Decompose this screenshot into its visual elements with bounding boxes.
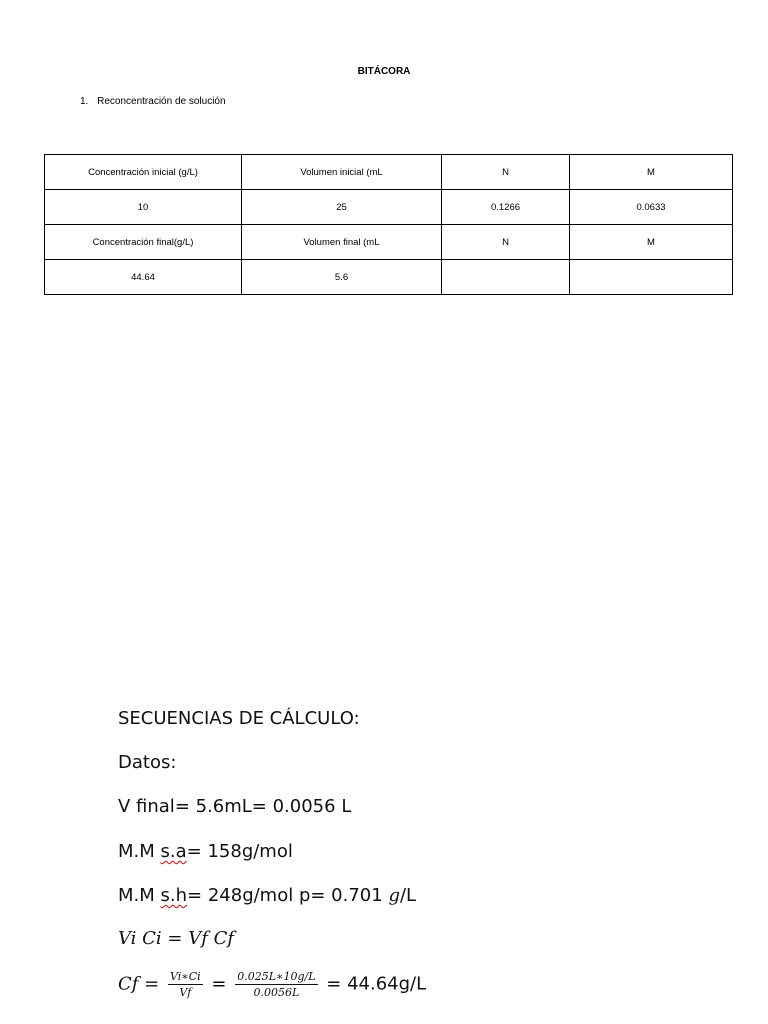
- equals-sign: =: [211, 973, 227, 995]
- table-row: [45, 155, 733, 190]
- table-cell: 5.6: [242, 260, 442, 295]
- table-cell: Concentración final(g/L): [45, 225, 242, 260]
- mm-sh-line: [118, 885, 416, 906]
- table-row: [45, 225, 733, 260]
- datos-label: Datos:: [118, 752, 177, 773]
- table-cell: M: [570, 155, 733, 190]
- section-heading: [80, 96, 226, 107]
- data-table: [44, 154, 733, 295]
- mm-value: = 158g/mol: [186, 841, 293, 862]
- table-cell: N: [442, 225, 570, 260]
- spelling-flagged-word: s.h: [160, 885, 188, 906]
- spelling-flagged-word: s.a: [160, 841, 187, 862]
- table-cell: 0.0633: [570, 190, 733, 225]
- table-cell: Volumen inicial (mL: [242, 155, 442, 190]
- calc-heading: SECUENCIAS DE CÁLCULO:: [118, 708, 360, 729]
- table-cell: Concentración inicial (g/L): [45, 155, 242, 190]
- mm-prefix: M.M: [118, 885, 161, 906]
- fraction-denominator: Vf: [179, 986, 192, 999]
- dilution-formula: Vi Ci = Vf Cf: [118, 928, 235, 949]
- table-cell: N: [442, 155, 570, 190]
- table-cell: [570, 260, 733, 295]
- fraction-numerator: Vi∗Ci: [169, 970, 201, 983]
- mm-prefix: M.M: [118, 841, 161, 862]
- mm-value: = 248g/mol p= 0.701: [187, 885, 389, 906]
- table-cell: 25: [242, 190, 442, 225]
- v-final-line: V final= 5.6mL= 0.0056 L: [118, 796, 352, 817]
- table-row: [45, 260, 733, 295]
- fraction-symbolic: [168, 970, 203, 999]
- table-cell: [442, 260, 570, 295]
- fraction-denominator: 0.0056L: [253, 986, 300, 999]
- table-cell: 10: [45, 190, 242, 225]
- table-cell: 44.64: [45, 260, 242, 295]
- document-title: BITÁCORA: [357, 66, 411, 77]
- unit-tail: /L: [399, 885, 417, 906]
- table-cell: 0.1266: [442, 190, 570, 225]
- cf-calculation: [118, 970, 426, 999]
- table-cell: M: [570, 225, 733, 260]
- section-number: 1.: [80, 96, 89, 107]
- table-cell: Volumen final (mL: [242, 225, 442, 260]
- section-title: Reconcentración de solución: [97, 96, 226, 107]
- mm-sa-line: [118, 841, 293, 862]
- table-row: [45, 190, 733, 225]
- fraction-numerator: 0.025L∗10g/L: [237, 970, 316, 983]
- unit-italic: g: [388, 885, 400, 906]
- fraction-numeric: [235, 970, 317, 999]
- cf-result: = 44.64g/L: [326, 973, 427, 995]
- cf-lhs: Cf =: [118, 973, 160, 995]
